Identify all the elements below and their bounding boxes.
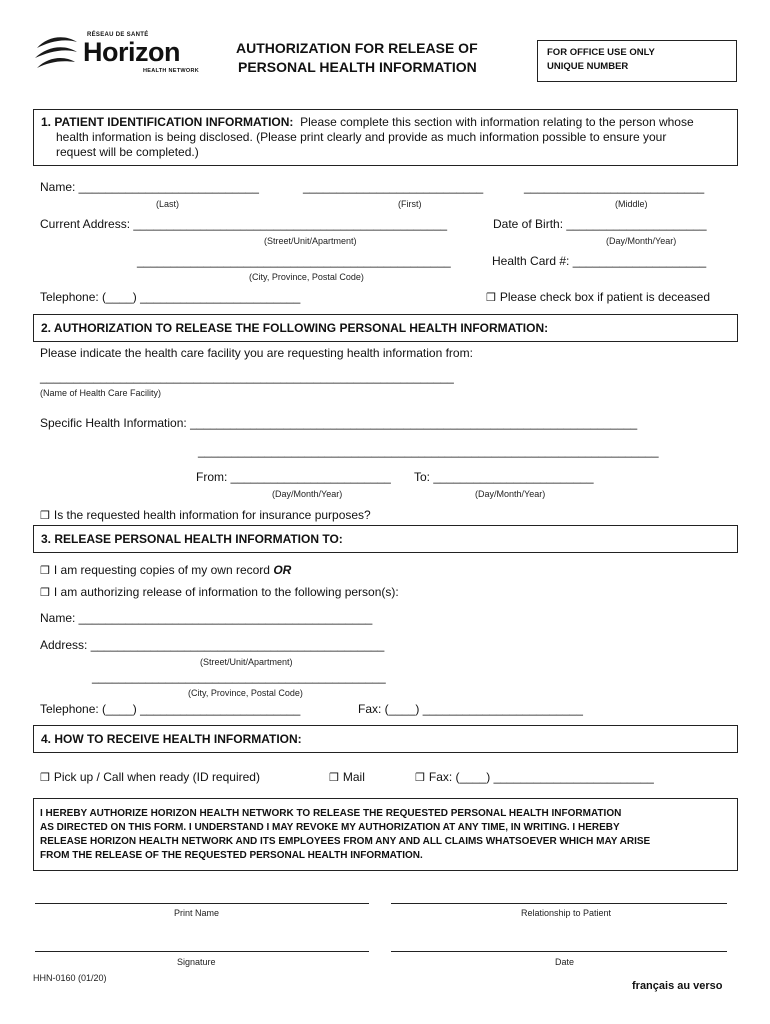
- office-use-line1: FOR OFFICE USE ONLY: [547, 47, 655, 58]
- section2-title: 2. AUTHORIZATION TO RELEASE THE FOLLOWING PERSONAL HEALTH INFORMATION:: [41, 321, 549, 335]
- consent-line3: RELEASE HORIZON HEALTH NETWORK AND ITS EMPLOYEES FROM ANY AND ALL CLAIMS WHATSOEVER WHICH MAY ARISE: [40, 836, 651, 847]
- caption-street: (Street/Unit/Apartment): [264, 236, 357, 246]
- section3-title: 3. RELEASE PERSONAL HEALTH INFORMATION TO:: [41, 532, 343, 546]
- deceased-option[interactable]: [486, 290, 710, 304]
- section1-intro: [41, 115, 694, 129]
- caption-dob: (Day/Month/Year): [606, 236, 677, 246]
- deceased-label: Please check box if patient is deceased: [499, 290, 711, 304]
- logo-name: Horizon: [83, 37, 180, 67]
- section1-text3: request will be completed.): [56, 145, 199, 159]
- section1-text1: Please complete this section with information relating to the person whose: [300, 115, 694, 129]
- authorize-release-checkbox[interactable]: ❒: [40, 587, 50, 599]
- mail-option[interactable]: [329, 770, 365, 784]
- patient-last-name-field[interactable]: Name: ___________________________: [40, 180, 259, 194]
- section1-title: 1. PATIENT IDENTIFICATION INFORMATION:: [41, 115, 294, 129]
- print-name-line[interactable]: [35, 903, 369, 904]
- insurance-label: Is the requested health information for insurance purposes?: [53, 508, 371, 522]
- own-record-checkbox[interactable]: ❒: [40, 565, 50, 577]
- health-card-field[interactable]: Health Card #: ____________________: [492, 254, 707, 268]
- recipient-telephone-field[interactable]: Telephone: (____) ________________________: [40, 702, 301, 716]
- patient-telephone-field[interactable]: Telephone: (____) ________________________: [40, 290, 301, 304]
- consent-line4: FROM THE RELEASE OF THE REQUESTED PERSONAL HEALTH INFORMATION.: [40, 850, 423, 861]
- patient-dob-field[interactable]: Date of Birth: _____________________: [493, 217, 707, 231]
- mail-checkbox[interactable]: ❒: [329, 772, 339, 784]
- consent-line2: AS DIRECTED ON THIS FORM. I UNDERSTAND I MAY REVOKE MY AUTHORIZATION AT ANY TIME, IN WRITING. I HEREBY: [40, 822, 620, 833]
- fax-option[interactable]: [415, 770, 654, 784]
- recipient-fax-field[interactable]: Fax: (____) ________________________: [358, 702, 583, 716]
- insurance-checkbox[interactable]: ❒: [40, 510, 50, 522]
- consent-line1: I HEREBY AUTHORIZE HORIZON HEALTH NETWORK TO RELEASE THE REQUESTED PERSONAL HEALTH INFORMATION: [40, 808, 622, 819]
- pickup-checkbox[interactable]: ❒: [40, 772, 50, 784]
- facility-instruction: Please indicate the health care facility you are requesting health information from:: [40, 346, 473, 360]
- caption-to: (Day/Month/Year): [475, 489, 546, 499]
- patient-address-field[interactable]: Current Address: _______________________________________________: [40, 217, 448, 231]
- or-text: OR: [273, 563, 292, 577]
- signature-line[interactable]: [35, 951, 369, 952]
- authorize-release-label: I am authorizing release of information to the following person(s):: [53, 585, 399, 599]
- caption-recipient-city: (City, Province, Postal Code): [188, 688, 303, 698]
- date-caption: Date: [555, 957, 575, 967]
- section1-box: [33, 109, 738, 166]
- section3-box: [33, 525, 738, 553]
- from-date-field[interactable]: From: ________________________: [196, 470, 391, 484]
- logo-network-fr: RÉSEAU DE SANTÉ: [87, 32, 149, 38]
- recipient-name-field[interactable]: Name: ____________________________________________: [40, 611, 373, 625]
- office-use-line2: UNIQUE NUMBER: [547, 61, 629, 72]
- caption-last: (Last): [156, 199, 180, 209]
- section4-title: 4. HOW TO RECEIVE HEALTH INFORMATION:: [41, 732, 302, 746]
- french-version-note: français au verso: [632, 980, 723, 992]
- specific-health-info-line2[interactable]: _____________________________________________________________________: [198, 444, 659, 458]
- deceased-checkbox[interactable]: ❒: [486, 292, 496, 304]
- fax-checkbox[interactable]: ❒: [415, 772, 425, 784]
- form-number: HHN-0160 (01/20): [33, 973, 107, 983]
- own-record-label: I am requesting copies of my own record: [53, 563, 270, 577]
- caption-city: (City, Province, Postal Code): [249, 272, 364, 282]
- caption-from: (Day/Month/Year): [272, 489, 343, 499]
- specific-health-info-field[interactable]: Specific Health Information: ___________________________________________________________________: [40, 416, 638, 430]
- patient-first-name-field[interactable]: ___________________________: [303, 180, 484, 194]
- office-use-box: [537, 40, 737, 82]
- recipient-address-field[interactable]: Address: ____________________________________________: [40, 638, 385, 652]
- form-title-line1: AUTHORIZATION FOR RELEASE OF: [236, 40, 478, 56]
- consent-box: [33, 798, 738, 871]
- facility-name-field[interactable]: ______________________________________________________________: [40, 370, 454, 384]
- to-date-field[interactable]: To: ________________________: [414, 470, 594, 484]
- print-name-caption: Print Name: [174, 908, 220, 918]
- relationship-caption: Relationship to Patient: [521, 908, 612, 918]
- recipient-address-line2-field[interactable]: ____________________________________________: [92, 670, 386, 684]
- pickup-option[interactable]: [40, 770, 260, 784]
- form-title-line2: PERSONAL HEALTH INFORMATION: [238, 59, 477, 75]
- section1-text2: health information is being disclosed. (Please print clearly and provide as much information possible to ensure your: [56, 130, 667, 144]
- section4-box: [33, 725, 738, 753]
- caption-recipient-street: (Street/Unit/Apartment): [200, 657, 293, 667]
- fax-label: Fax: (____) ________________________: [428, 770, 654, 784]
- patient-address-line2-field[interactable]: _______________________________________________: [137, 254, 451, 268]
- caption-middle: (Middle): [615, 199, 648, 209]
- caption-first: (First): [398, 199, 422, 209]
- authorize-release-option[interactable]: [40, 585, 399, 599]
- patient-middle-name-field[interactable]: ___________________________: [524, 180, 705, 194]
- date-line[interactable]: [391, 951, 727, 952]
- logo-mark-icon: [33, 34, 79, 76]
- section2-box: [33, 314, 738, 342]
- relationship-line[interactable]: [391, 903, 727, 904]
- insurance-option[interactable]: [40, 508, 371, 522]
- pickup-label: Pick up / Call when ready (ID required): [53, 770, 260, 784]
- own-record-option[interactable]: [40, 563, 291, 577]
- caption-facility: (Name of Health Care Facility): [40, 388, 162, 398]
- mail-label: Mail: [342, 770, 365, 784]
- signature-caption: Signature: [177, 957, 216, 967]
- logo-network-en: HEALTH NETWORK: [143, 68, 200, 74]
- logo: [33, 32, 198, 78]
